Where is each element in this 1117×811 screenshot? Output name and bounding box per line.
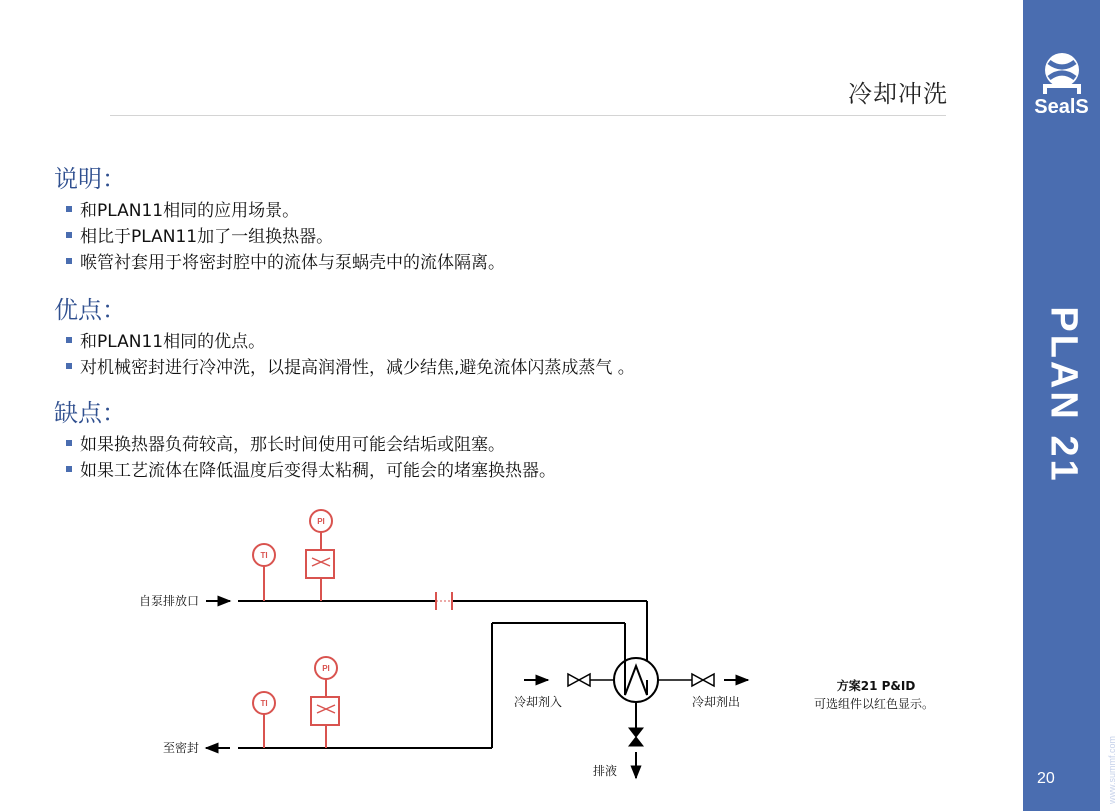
caption-prefix: 方案 <box>836 679 861 693</box>
bullet-item: 和PLAN11相同的应用场景。 <box>66 198 505 224</box>
to-seal-label: 至密封 <box>162 741 199 755</box>
caption-id: 21 P&ID <box>860 679 916 693</box>
ti-label: TI <box>260 551 268 560</box>
pi-label: PI <box>317 517 325 526</box>
valve-icon <box>568 674 590 686</box>
temperature-indicator-icon <box>253 544 275 601</box>
page-title: 冷却冲洗 <box>848 80 948 108</box>
from-pump-label: 自泵排放口 <box>138 594 199 608</box>
section-heading: 缺点： <box>54 399 126 427</box>
coolant-in-label: 冷却剂入 <box>514 695 563 709</box>
bullet-item: 和PLAN11相同的优点。 <box>66 329 635 355</box>
bullet-item: 如果工艺流体在降低温度后变得太粘稠，可能会的堵塞换热器。 <box>66 458 556 484</box>
plan-label: PLAN 21 <box>1042 306 1085 484</box>
bullet-item: 对机械密封进行冷冲洗，以提高润滑性，减少结焦,避免流体闪蒸成蒸气 。 <box>66 355 635 381</box>
ti-label: TI <box>260 699 268 708</box>
caption-line-1 <box>837 678 916 693</box>
pressure-indicator-icon <box>306 510 334 601</box>
heat-exchanger-icon <box>614 658 658 702</box>
bullet-item: 如果换热器负荷较高，那长时间使用可能会结垢或阻塞。 <box>66 432 556 458</box>
caption-line-2: 可选组件以红色显示。 <box>813 697 935 711</box>
sidebar <box>1023 0 1117 811</box>
section-heading: 说明： <box>54 165 126 193</box>
bullet-item: 喉管衬套用于将密封腔中的流体与泵蜗壳中的流体隔离。 <box>66 250 505 276</box>
website-url: www.summf.com <box>1107 735 1117 804</box>
temperature-indicator-icon <box>253 692 275 748</box>
drain-valve-icon <box>629 728 643 746</box>
bullet-item: 相比于PLAN11加了一组换热器。 <box>66 224 505 250</box>
valve-icon <box>692 674 714 686</box>
drain-label: 排液 <box>592 764 617 778</box>
coolant-out-label: 冷却剂出 <box>692 695 741 709</box>
pressure-indicator-icon <box>311 657 339 748</box>
orifice-icon <box>436 592 452 610</box>
section-heading: 优点： <box>54 296 126 324</box>
pi-label: PI <box>322 664 330 673</box>
page-number: 20 <box>1037 770 1055 787</box>
logo-text: SealS <box>1034 96 1089 118</box>
